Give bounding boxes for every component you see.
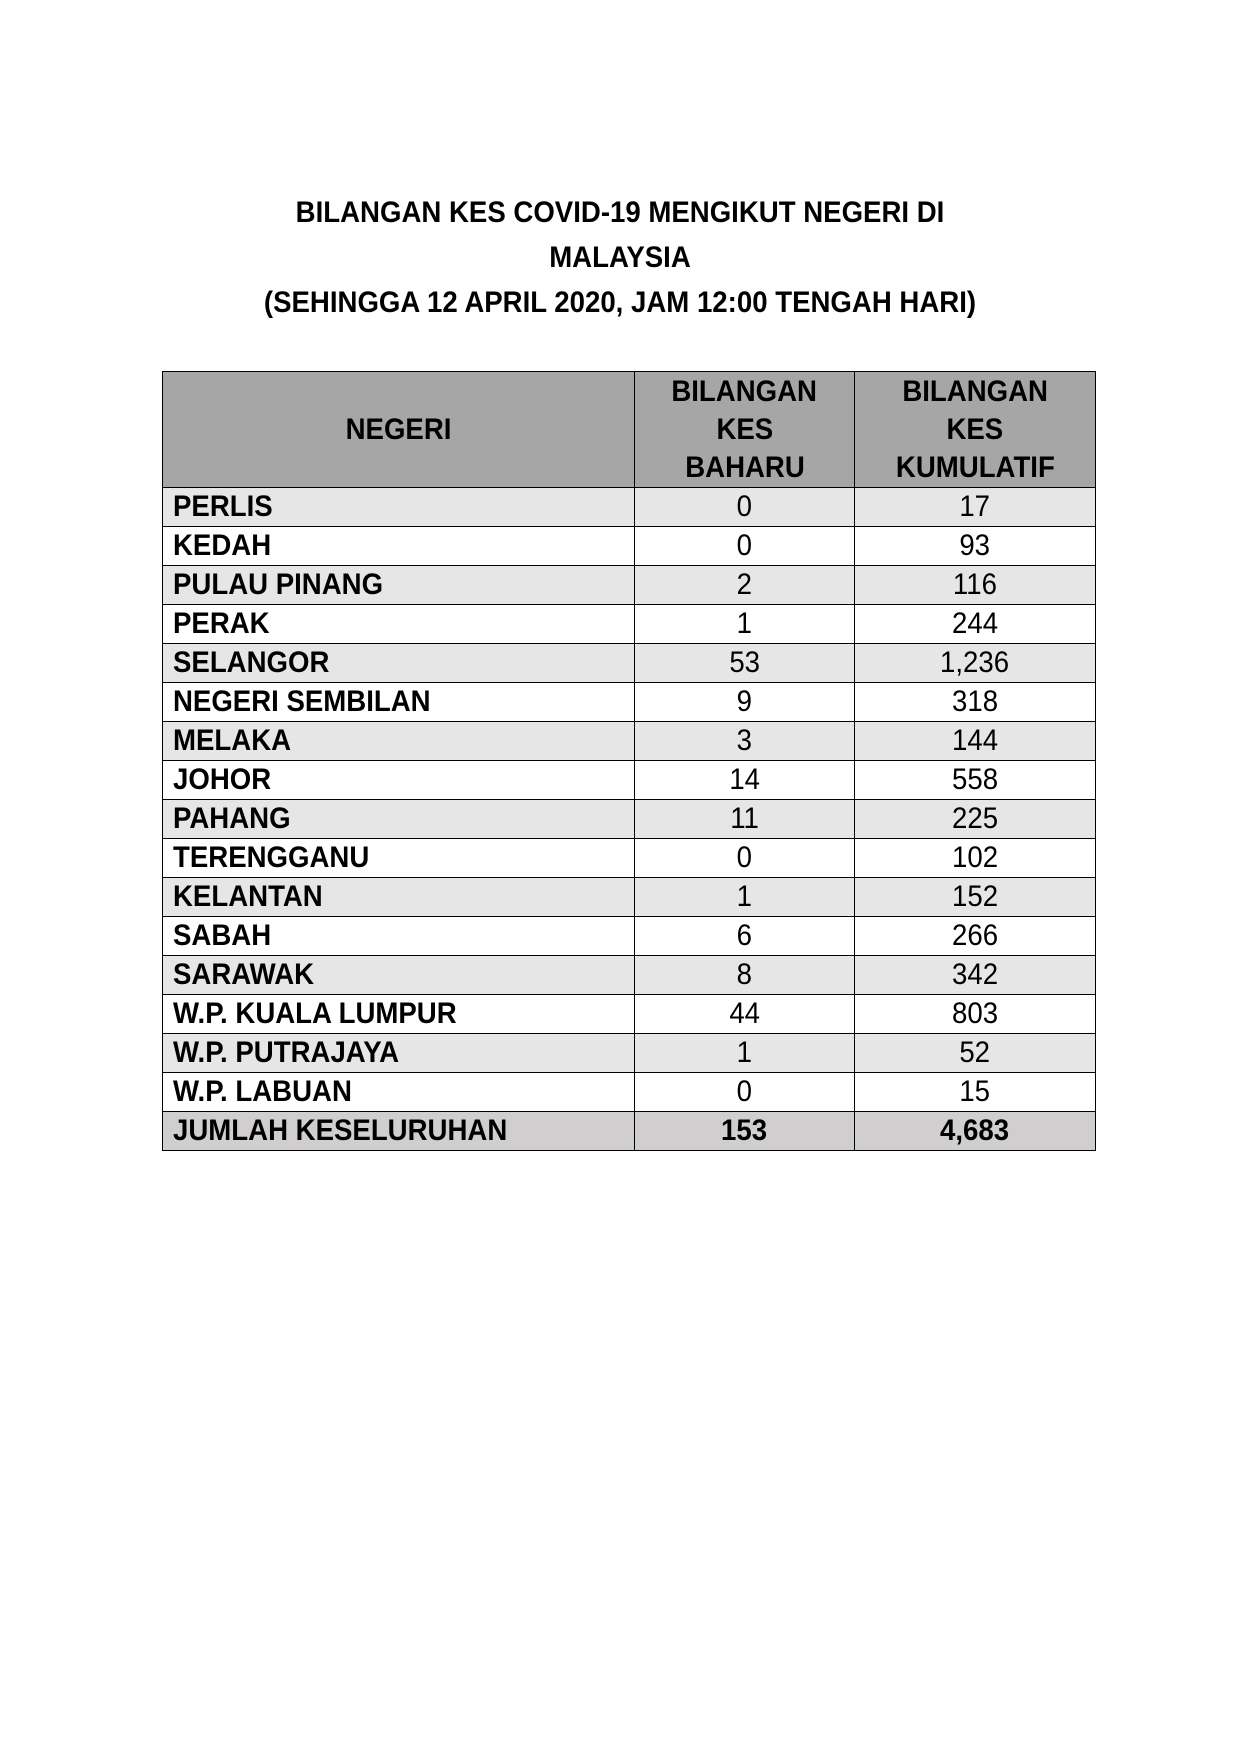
cumulative-cases-cell: 342 — [855, 956, 1096, 995]
cumulative-cases-cell: 225 — [855, 800, 1096, 839]
cumulative-cases-cell: 152 — [855, 878, 1096, 917]
cumulative-cases-cell: 803 — [855, 995, 1096, 1034]
title-line-2: MALAYSIA — [549, 241, 691, 274]
state-name-cell: JUMLAH KESELURUHAN — [163, 1112, 635, 1151]
table-row — [163, 488, 1096, 527]
cumulative-cases-cell: 102 — [855, 839, 1096, 878]
new-cases-cell: 3 — [635, 722, 855, 761]
cumulative-cases-cell: 266 — [855, 917, 1096, 956]
state-name-cell: W.P. PUTRAJAYA — [163, 1034, 635, 1073]
state-name-cell: JOHOR — [163, 761, 635, 800]
cumulative-cases-cell: 93 — [855, 527, 1096, 566]
state-name-cell: SARAWAK — [163, 956, 635, 995]
state-name-cell: SABAH — [163, 917, 635, 956]
table-row — [163, 644, 1096, 683]
table-row — [163, 800, 1096, 839]
title-line-3: (SEHINGGA 12 APRIL 2020, JAM 12:00 TENGAH HARI) — [263, 286, 977, 319]
new-cases-cell: 0 — [635, 488, 855, 527]
title-line-1: BILANGAN KES COVID-19 MENGIKUT NEGERI DI — [295, 196, 945, 229]
new-cases-cell: 0 — [635, 839, 855, 878]
total-row — [163, 1112, 1096, 1151]
new-cases-cell: 9 — [635, 683, 855, 722]
cumulative-cases-cell: 144 — [855, 722, 1096, 761]
cumulative-cases-cell: 244 — [855, 605, 1096, 644]
table-row — [163, 1073, 1096, 1112]
header-kes-baharu: BILANGAN KES BAHARU — [635, 372, 855, 488]
table-row — [163, 605, 1096, 644]
new-cases-cell: 0 — [635, 527, 855, 566]
state-name-cell: NEGERI SEMBILAN — [163, 683, 635, 722]
new-cases-cell: 1 — [635, 878, 855, 917]
new-cases-cell: 53 — [635, 644, 855, 683]
cumulative-cases-cell: 1,236 — [855, 644, 1096, 683]
cumulative-cases-cell: 52 — [855, 1034, 1096, 1073]
state-name-cell: PERAK — [163, 605, 635, 644]
state-name-cell: PAHANG — [163, 800, 635, 839]
header-kes-kumulatif: BILANGAN KES KUMULATIF — [855, 372, 1096, 488]
header-negeri: NEGERI — [163, 372, 635, 488]
new-cases-cell: 6 — [635, 917, 855, 956]
table-row — [163, 917, 1096, 956]
cases-by-state-table — [162, 371, 1096, 1151]
state-name-cell: MELAKA — [163, 722, 635, 761]
table-row — [163, 527, 1096, 566]
cumulative-cases-cell: 116 — [855, 566, 1096, 605]
new-cases-cell: 1 — [635, 1034, 855, 1073]
cumulative-cases-cell: 4,683 — [855, 1112, 1096, 1151]
table-row — [163, 995, 1096, 1034]
cumulative-cases-cell: 15 — [855, 1073, 1096, 1112]
state-name-cell: KELANTAN — [163, 878, 635, 917]
table-row — [163, 566, 1096, 605]
new-cases-cell: 11 — [635, 800, 855, 839]
table-row — [163, 839, 1096, 878]
state-name-cell: W.P. KUALA LUMPUR — [163, 995, 635, 1034]
state-name-cell: TERENGGANU — [163, 839, 635, 878]
cumulative-cases-cell: 558 — [855, 761, 1096, 800]
document-title — [188, 190, 1053, 325]
new-cases-cell: 153 — [635, 1112, 855, 1151]
state-name-cell: SELANGOR — [163, 644, 635, 683]
new-cases-cell: 1 — [635, 605, 855, 644]
table-row — [163, 683, 1096, 722]
state-name-cell: PULAU PINANG — [163, 566, 635, 605]
new-cases-cell: 2 — [635, 566, 855, 605]
state-name-cell: PERLIS — [163, 488, 635, 527]
cumulative-cases-cell: 17 — [855, 488, 1096, 527]
cumulative-cases-cell: 318 — [855, 683, 1096, 722]
table-row — [163, 722, 1096, 761]
table-row — [163, 956, 1096, 995]
new-cases-cell: 14 — [635, 761, 855, 800]
new-cases-cell: 0 — [635, 1073, 855, 1112]
state-name-cell: W.P. LABUAN — [163, 1073, 635, 1112]
table-row — [163, 878, 1096, 917]
table-row — [163, 1034, 1096, 1073]
state-name-cell: KEDAH — [163, 527, 635, 566]
table-row — [163, 761, 1096, 800]
new-cases-cell: 44 — [635, 995, 855, 1034]
new-cases-cell: 8 — [635, 956, 855, 995]
table-header-row — [163, 372, 1096, 488]
